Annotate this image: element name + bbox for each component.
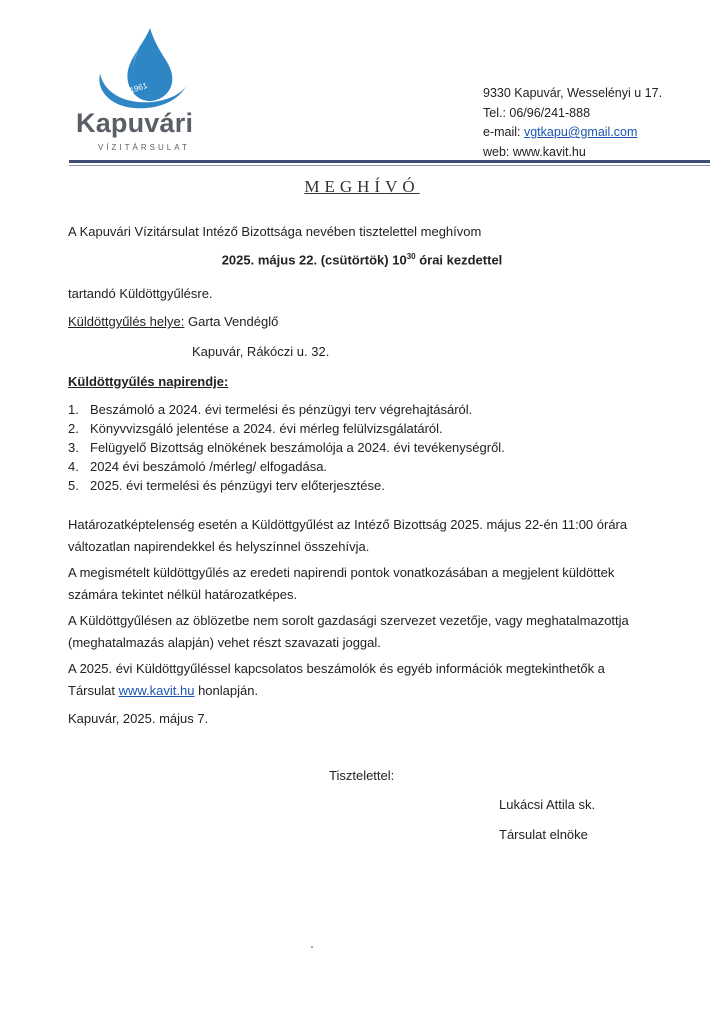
header-rule [69, 160, 710, 163]
logo-year: 1961 [128, 80, 149, 96]
venue-address: Kapuvár, Rákóczi u. 32. [192, 344, 330, 359]
held-text: tartandó Küldöttgyűlésre. [68, 286, 213, 301]
repeat-meeting-paragraph: A megismételt küldöttgyűlés az eredeti napirendi pontok vonatkozásában a megjelent küldöttek számára tekintet nélkül határozatképes. [68, 565, 615, 602]
place-date: Kapuvár, 2025. május 7. [68, 711, 209, 726]
address: 9330 Kapuvár, Wesselényi u 17. [483, 86, 663, 100]
participation-paragraph: A Küldöttgyűlésen az öblözetbe nem sorolt gazdasági szervezet vezetője, vagy meghatalmazottja (meghatalmazás alapján) vehet részt szavazati joggal. [68, 613, 629, 650]
contact-block [483, 84, 662, 162]
quorum-paragraph: Határozatképtelenség esetén a Küldöttgyűlést az Intéző Bizottság 2025. május 22-én 11:00 órára változatlan napirendekkel és helyszínnel összehívja. [68, 517, 628, 554]
agenda-item: 5. 2025. évi termelési és pénzügyi terv előterjesztése. [68, 478, 385, 493]
agenda-item: 1. Beszámoló a 2024. évi termelési és pénzügyi terv végrehajtásáról. [68, 402, 473, 417]
email-label: e-mail: [483, 125, 524, 139]
agenda-item: 3. Felügyelő Bizottság elnökének beszámolója a 2024. évi tevékenységről. [68, 440, 505, 455]
info-paragraph: A 2025. évi Küldöttgyűléssel kapcsolatos beszámolók és egyéb információk megtekinthetők a Társulat www.kavit.hu honlapján. [68, 661, 605, 698]
date-suffix: órai kezdettel [415, 252, 503, 268]
phone: Tel.: 06/96/241-888 [483, 105, 591, 120]
agenda-item: 4. 2024 évi beszámoló /mérleg/ elfogadása. [68, 459, 328, 474]
date-line [0, 252, 724, 267]
page-title: MEGHÍVÓ [304, 177, 420, 196]
closing: Tisztelettel: [329, 768, 395, 783]
venue-name: Garta Vendéglő [184, 314, 279, 329]
date-minutes: 30 [406, 252, 416, 261]
agenda-item: 2. Könyvvizsgáló jelentése a 2024. évi mérleg felülvizsgálatáról. [68, 421, 443, 436]
venue-label: Küldöttgyűlés helye: [68, 314, 185, 329]
email-link[interactable]: vgtkapu@gmail.com [523, 125, 638, 139]
email-line [483, 123, 662, 143]
header-rule-thin [69, 165, 710, 166]
scan-speck [311, 946, 313, 948]
water-drop-logo-icon [94, 26, 190, 112]
website-link[interactable]: www.kavit.hu [118, 683, 195, 698]
agenda-heading: Küldöttgyűlés napirendje: [68, 374, 229, 389]
date-text: 2025. május 22. (csütörtök) 10 [221, 252, 407, 268]
agenda-list [68, 402, 505, 497]
brand-name: Kapuvári [76, 108, 194, 138]
brand-subtitle: VÍZITÁRSULAT [98, 143, 190, 152]
web: web: www.kavit.hu [483, 144, 586, 159]
intro-text: A Kapuvári Vízitársulat Intéző Bizottsága nevében tisztelettel meghívom [68, 224, 482, 239]
signer-name: Lukácsi Attila sk. [499, 797, 596, 812]
venue-line [68, 314, 278, 329]
signer-title: Társulat elnöke [499, 827, 588, 842]
